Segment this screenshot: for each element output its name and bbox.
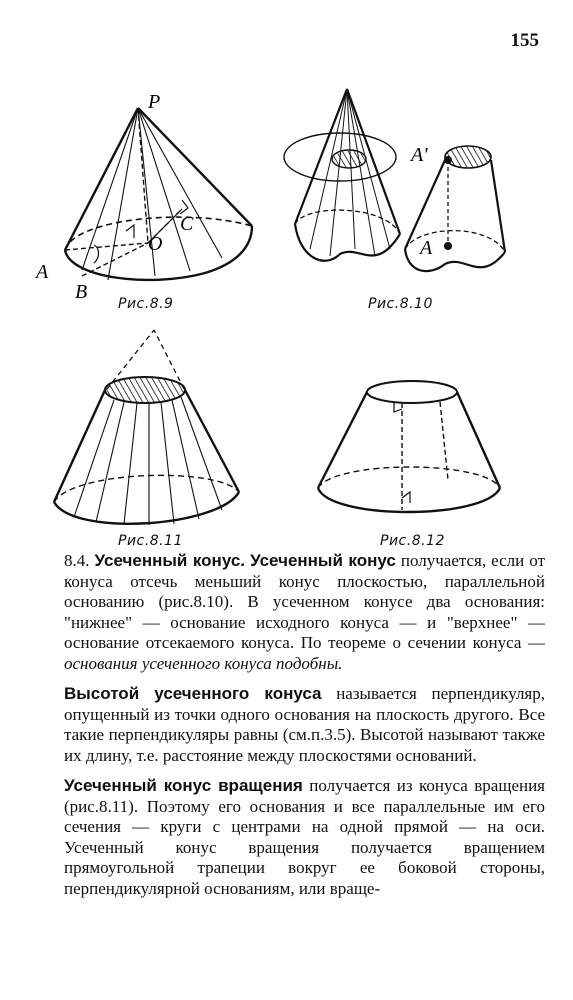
frustum-revolution-diagram [44,322,264,537]
frustum-cut-diagram [280,84,520,289]
label-A: A [36,261,49,283]
paragraph-frustum [64,551,545,674]
paragraph-revolution [64,776,545,899]
caption-fig-8-11: Рис.8.11 [118,533,183,549]
figure-8-10 [280,84,520,289]
frustum-height-diagram [300,370,515,530]
page-number: 155 [510,30,539,51]
label-A-prime: A' [411,144,428,166]
label-A-810: A [420,237,433,259]
paragraph-height [64,684,545,766]
figure-8-11 [44,322,264,537]
figure-8-12 [300,370,515,530]
paragraph-text: называется перпендикуляр, опущенный из точки одного основания на плоскость другого. Все такие перпендикуляры равны (см.п.3.5). Высотой называют также их длину, т.е. расстояние между плоскостями оснований. [64,684,545,765]
term-height: Высотой усеченного конуса [64,684,322,703]
label-O: O [148,233,163,255]
term-frustum: Усеченный конус [250,551,396,570]
section-number: 8.4. [64,551,90,570]
cone-diagram [30,88,260,303]
section-title: Усеченный конус. [94,551,246,570]
italic-statement: основания усеченного конуса подобны. [64,653,343,673]
term-revolution: Усеченный конус вращения [64,776,303,795]
section-text [64,551,545,909]
label-C: C [180,213,194,235]
paragraph-text: получается, если от конуса отсечь меньший конус плоскостью, параллельной основанию (рис.8.10). В усеченном конусе два основания: "нижнее" — основание исходного конуса — и "верхнее" — основание отсекаемого конуса. По теореме о сечении конуса — [64,551,546,652]
label-P: P [148,91,161,113]
caption-fig-8-10: Рис.8.10 [368,296,433,312]
label-B: B [75,281,88,303]
caption-fig-8-9: Рис.8.9 [118,296,174,312]
paragraph-text: получается из конуса вращения (рис.8.11). Поэтому его основания и все параллельные им его сечения — круги с центрами на одной прямой — на оси. Усеченный конус вращения получается вращением прямоугольной трапеции вокруг ее боковой стороны, перпендикулярной основаниям, или враще- [64,776,546,898]
caption-fig-8-12: Рис.8.12 [380,533,445,549]
figure-8-9 [30,88,260,303]
